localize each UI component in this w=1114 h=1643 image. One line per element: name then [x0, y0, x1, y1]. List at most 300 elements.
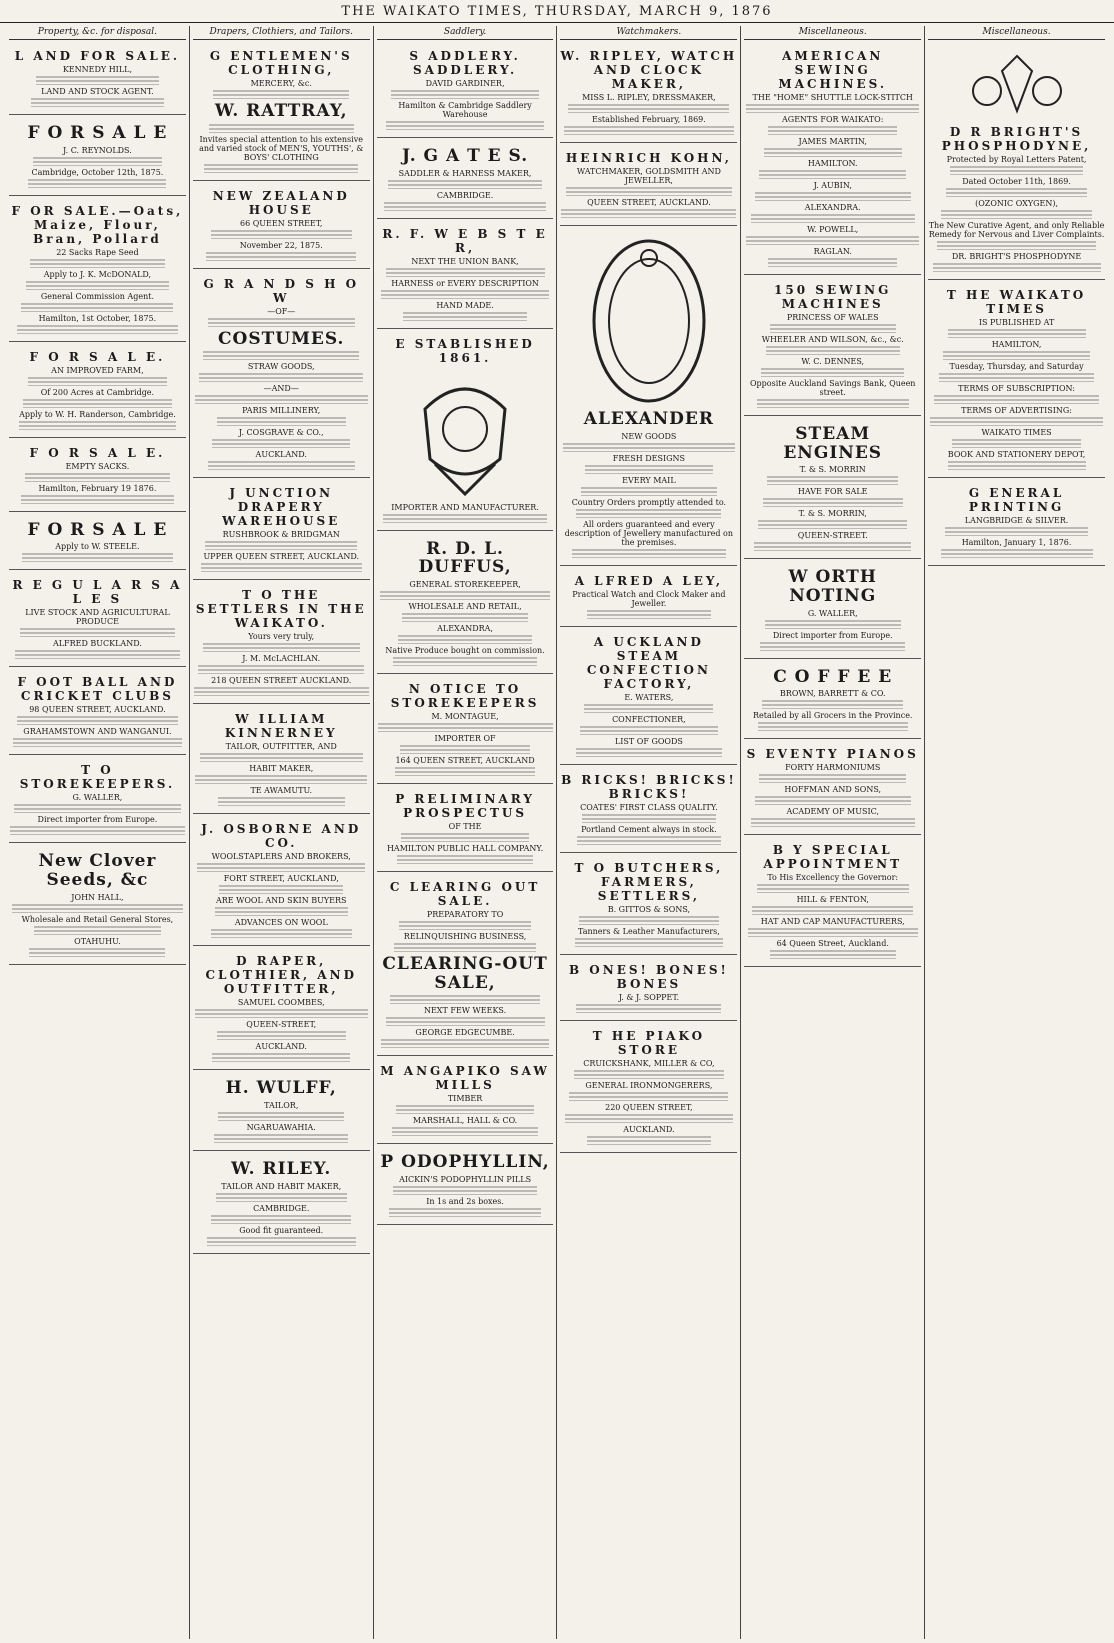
body-text-block — [36, 76, 160, 85]
body-text-block — [218, 797, 345, 806]
ad-line: JOHN HALL, — [71, 892, 124, 902]
ad-title: NEW ZEALAND HOUSE — [212, 188, 350, 217]
body-text-block — [948, 461, 1086, 470]
ad-title: S EVENTY PIANOS — [746, 747, 919, 762]
ad-line: GEORGE EDGECUMBE. — [415, 1028, 515, 1038]
body-text-block — [755, 796, 911, 805]
ad-line: IMPORTER AND MANUFACTURER. — [391, 502, 539, 512]
body-text-block — [761, 368, 904, 377]
body-text-block — [394, 943, 535, 952]
ad-line: QUEEN-STREET. — [797, 531, 868, 541]
advertisement — [560, 1024, 737, 1153]
ad-line: E. WATERS, — [624, 692, 674, 702]
column-2 — [190, 26, 374, 1639]
ad-line: CAMBRIDGE. — [253, 1203, 310, 1213]
body-text-block — [211, 1215, 351, 1224]
body-text-block — [25, 473, 170, 482]
body-text-block — [762, 700, 903, 709]
body-text-block — [395, 767, 535, 776]
body-text-block — [576, 509, 721, 518]
ad-title: 150 SEWING MACHINES — [774, 283, 892, 311]
ad-line: Apply to J. K. McDONALD, — [43, 269, 152, 279]
body-text-block — [29, 948, 165, 957]
ad-line: Practical Watch and Clock Maker and Jeweller. — [572, 589, 726, 608]
advertisement — [193, 1073, 370, 1151]
ad-title: AMERICAN SEWING MACHINES. — [778, 49, 888, 91]
ad-line: ALFRED BUCKLAND. — [52, 639, 142, 649]
body-text-block — [198, 665, 364, 674]
body-text-block — [194, 687, 369, 696]
advertisement — [377, 1147, 554, 1225]
ad-line: G. WALLER, — [72, 793, 123, 803]
ad-title: F O R S A L E — [27, 123, 168, 143]
body-text-block — [26, 281, 169, 290]
body-text-block — [204, 164, 358, 173]
ad-title: W ILLIAM KINNERNEY — [224, 712, 338, 741]
body-text-block — [200, 753, 363, 762]
column-4 — [557, 26, 741, 1639]
ad-line: Country Orders promptly attended to. — [571, 497, 727, 507]
ad-title: B ONES! BONES! BONES — [568, 962, 729, 991]
ad-title: R. D. L. DUFFUS, — [418, 538, 512, 578]
ad-title: T O STOREKEEPERS. — [19, 763, 176, 792]
ad-line: W. RATTRAY, — [214, 101, 348, 121]
ad-line: General Commission Agent. — [40, 291, 155, 301]
body-text-block — [569, 1092, 728, 1101]
ad-title: T O THE SETTLERS IN THE WAIKATO. — [195, 588, 367, 631]
ad-line: B. GITTOS & SONS, — [607, 904, 691, 914]
body-text-block — [566, 187, 732, 196]
body-text-block — [400, 745, 531, 754]
ad-line: GRAHAMSTOWN AND WANGANUI. — [23, 727, 172, 737]
watch-illustration — [584, 236, 714, 406]
body-text-block — [21, 495, 175, 504]
ad-title: W. RIPLEY, WATCH AND CLOCK MAKER, — [560, 49, 738, 91]
advertisement — [928, 283, 1105, 478]
ad-line: HAMILTON PUBLIC HALL COMPANY. — [386, 844, 544, 854]
body-text-block — [386, 1017, 545, 1026]
body-text-block — [767, 476, 898, 485]
column-header: Drapers, Clothiers, and Tailors. — [193, 26, 370, 40]
body-text-block — [399, 921, 532, 930]
ad-line: THE "HOME" SHUTTLE LOCK-STITCH — [752, 93, 913, 102]
ad-line: AUCKLAND. — [623, 1124, 675, 1134]
advertisement — [193, 481, 370, 580]
ad-line: Portland Cement always in stock. — [581, 824, 717, 834]
body-text-block — [757, 884, 909, 893]
ad-line: Hamilton, February 19 1876. — [38, 483, 157, 493]
body-text-block — [208, 461, 355, 470]
ad-line: PARIS MILLINERY, — [242, 406, 321, 416]
body-text-block — [211, 929, 352, 938]
advertisement — [193, 1154, 370, 1254]
advertisement — [560, 768, 737, 853]
ad-line: HAVE FOR SALE — [797, 487, 868, 497]
body-text-block — [33, 157, 162, 166]
ad-line: In 1s and 2s boxes. — [426, 1197, 504, 1207]
ad-line: 220 QUEEN STREET, — [605, 1102, 693, 1112]
ad-line: CLEARING-OUT SALE, — [382, 954, 548, 993]
body-text-block — [754, 542, 911, 551]
body-text-block — [195, 1009, 368, 1018]
ad-title: T O BUTCHERS, FARMERS, SETTLERS, — [574, 860, 724, 903]
body-text-block — [584, 704, 713, 713]
ad-line: TAILOR, OUTFITTER, AND — [225, 742, 337, 752]
body-text-block — [945, 527, 1088, 536]
ad-line: 64 Queen Street, Auckland. — [776, 939, 889, 949]
advertisement — [9, 573, 186, 667]
ad-title: H. WULFF, — [225, 1078, 337, 1099]
advertisement — [9, 515, 186, 571]
body-text-block — [759, 774, 906, 783]
body-text-block — [948, 329, 1086, 338]
body-text-block — [933, 263, 1101, 272]
ad-line: FORT STREET, AUCKLAND, — [223, 874, 339, 884]
ad-line: HARNESS or EVERY DESCRIPTION — [391, 278, 539, 288]
ad-line: M. MONTAGUE, — [431, 712, 499, 722]
body-text-block — [15, 650, 179, 659]
ad-line: HILL & FENTON, — [796, 895, 869, 905]
advertisement — [193, 583, 370, 704]
ad-title: P RELIMINARY PROSPECTUS — [395, 792, 535, 821]
ad-title: W. RILEY. — [231, 1159, 332, 1180]
ad-line: AICKIN'S PODOPHYLLIN PILLS — [399, 1175, 532, 1185]
ad-line: AN IMPROVED FARM, — [51, 365, 144, 375]
body-text-block — [946, 188, 1087, 197]
ad-title: M ANGAPIKO SAW MILLS — [380, 1064, 550, 1093]
body-text-block — [396, 1105, 534, 1114]
body-text-block — [587, 610, 711, 619]
ad-line: TAILOR, — [264, 1101, 299, 1111]
body-text-block — [950, 166, 1083, 175]
ad-line: HOFFMAN AND SONS, — [784, 785, 882, 795]
ad-line: ADVANCES ON WOOL — [234, 918, 328, 928]
body-text-block — [203, 643, 360, 652]
ad-line: HABIT MAKER, — [249, 764, 314, 774]
advertisement — [377, 332, 554, 531]
ad-line: DR. BRIGHT'S PHOSPHODYNE — [951, 252, 1082, 261]
body-text-block — [209, 124, 354, 133]
body-text-block — [195, 395, 368, 404]
body-text-block — [206, 252, 356, 261]
ad-line: KENNEDY HILL, — [62, 65, 133, 74]
advertisement — [377, 222, 554, 329]
ad-line: UPPER QUEEN STREET, AUCKLAND. — [203, 552, 360, 562]
ad-line: CRUICKSHANK, MILLER & CO, — [583, 1058, 715, 1068]
body-text-block — [10, 826, 185, 835]
body-text-block — [751, 818, 915, 827]
ad-line: RAGLAN. — [813, 247, 852, 256]
ad-line: LANGBRIDGE & SILVER. — [964, 516, 1069, 525]
ad-line: Wholesale and Retail General Stores, — [21, 914, 174, 924]
advertisement — [744, 419, 921, 559]
body-text-block — [768, 126, 897, 135]
body-text-block — [199, 373, 363, 382]
ad-line: QUEEN-STREET, — [246, 1020, 317, 1030]
advertisement — [744, 742, 921, 835]
body-text-block — [758, 520, 907, 529]
ad-line: MISS L. RIPLEY, DRESSMAKER, — [582, 93, 716, 102]
ad-line: WHOLESALE AND RETAIL, — [408, 602, 522, 612]
ad-line: IS PUBLISHED AT — [978, 318, 1055, 327]
ad-title: S ADDLERY. SADDLERY. — [409, 49, 521, 77]
body-text-block — [386, 268, 545, 277]
ad-line: Direct importer from Europe. — [37, 815, 158, 825]
ad-line: J. AUBIN, — [813, 181, 852, 190]
ad-line: Hamilton, January 1, 1876. — [961, 538, 1072, 547]
ad-title: F O R S A L E. — [29, 445, 166, 460]
ad-title: N OTICE TO STOREKEEPERS — [390, 682, 540, 711]
ad-title: G ENTLEMEN'S CLOTHING, — [209, 49, 353, 77]
body-text-block — [393, 1186, 536, 1195]
ad-line: 98 QUEEN STREET, AUCKLAND. — [29, 705, 166, 715]
advertisement — [9, 670, 186, 755]
ad-line: TE AWAMUTU. — [250, 786, 313, 796]
ad-line: HAND MADE. — [436, 300, 494, 310]
ad-line: MERCERY, &c. — [250, 79, 312, 88]
columns-container — [6, 26, 1108, 1639]
ad-title: STEAM ENGINES — [783, 424, 883, 463]
ad-line: J. C. REYNOLDS. — [63, 145, 132, 155]
body-text-block — [934, 395, 1098, 404]
body-text-block — [216, 1193, 347, 1202]
body-text-block — [937, 241, 1096, 250]
ad-title: HEINRICH KOHN, — [565, 151, 732, 165]
ad-title: A UCKLAND STEAM CONFECTION FACTORY, — [586, 634, 711, 691]
ad-title: B RICKS! BRICKS! BRICKS! — [561, 772, 737, 801]
advertisement — [560, 229, 737, 566]
ad-line: HAT AND CAP MANUFACTURERS, — [760, 917, 905, 927]
ad-line: Established February, 1869. — [591, 115, 706, 124]
advertisement — [560, 958, 737, 1021]
body-text-block — [386, 121, 543, 130]
ad-line: Protected by Royal Letters Patent, — [946, 155, 1087, 164]
ad-line: NGARUAWAHIA. — [246, 1123, 316, 1133]
ad-title: F OOT BALL AND CRICKET CLUBS — [17, 675, 178, 704]
body-text-block — [214, 1134, 348, 1143]
body-text-block — [572, 549, 726, 558]
ad-line: NEXT THE UNION BANK, — [411, 256, 519, 266]
column-1 — [6, 26, 190, 1639]
body-text-block — [930, 417, 1103, 426]
ad-line: HAMILTON. — [807, 159, 858, 168]
ad-line: To His Excellency the Governor: — [767, 873, 899, 883]
body-text-block — [211, 230, 352, 239]
body-text-block — [746, 236, 919, 245]
advertisement — [9, 441, 186, 512]
advertisement — [193, 44, 370, 181]
ad-line: TERMS OF SUBSCRIPTION: — [958, 384, 1075, 393]
body-text-block — [398, 635, 532, 644]
ad-line: WAIKATO TIMES — [981, 428, 1052, 437]
ad-line: Invites special attention to his extensive and varied stock of MEN'S, YOUTHS', & BOYS' CLOTHING — [199, 134, 364, 162]
advertisement — [744, 662, 921, 740]
royal-arms-illustration — [962, 51, 1072, 121]
advertisement — [928, 481, 1105, 566]
body-text-block — [758, 722, 908, 731]
advertisement — [377, 875, 554, 1056]
ad-line: G. WALLER, — [807, 608, 858, 618]
ad-line: T. & S. MORRIN, — [798, 509, 867, 519]
ad-line: Tanners & Leather Manufacturers, — [577, 926, 720, 936]
ad-title: J. OSBORNE AND CO. — [201, 822, 362, 851]
advertisement — [377, 677, 554, 784]
ad-line: ALEXANDRA. — [804, 203, 861, 212]
ad-line: ARE WOOL AND SKIN BUYERS — [215, 896, 347, 906]
ad-title: T HE PIAKO STORE — [592, 1028, 706, 1057]
body-text-block — [392, 1127, 539, 1136]
ad-title: J UNCTION DRAPERY WAREHOUSE — [222, 486, 341, 529]
ad-line: AUCKLAND. — [255, 450, 307, 460]
body-text-block — [19, 421, 176, 430]
advertisement — [9, 345, 186, 438]
ad-line: NEXT FEW WEEKS. — [423, 1006, 507, 1016]
advertisement — [377, 534, 554, 674]
body-text-block — [34, 926, 161, 935]
ad-line: SADDLER & HARNESS MAKER, — [398, 168, 532, 178]
ad-line: TERMS OF ADVERTISING: — [961, 406, 1072, 415]
body-text-block — [768, 258, 897, 267]
column-6 — [925, 26, 1108, 1639]
body-text-block — [388, 180, 542, 189]
ad-line: IMPORTER OF — [434, 734, 496, 744]
body-text-block — [565, 1114, 733, 1123]
body-text-block — [561, 209, 736, 218]
ad-line: RELINQUISHING BUSINESS, — [403, 932, 527, 942]
ad-title: D RAPER, CLOTHIER, AND OUTFITTER, — [205, 954, 357, 997]
body-text-block — [402, 613, 528, 622]
ad-line: AUCKLAND. — [255, 1042, 307, 1052]
body-text-block — [217, 417, 346, 426]
body-text-block — [23, 399, 172, 408]
body-text-block — [217, 1031, 346, 1040]
column-5 — [741, 26, 925, 1639]
body-text-block — [582, 814, 716, 823]
advertisement — [9, 846, 186, 964]
ad-line: MARSHALL, HALL & CO. — [412, 1116, 518, 1126]
body-text-block — [943, 351, 1090, 360]
column-header: Miscellaneous. — [928, 26, 1105, 40]
body-text-block — [568, 104, 729, 113]
body-text-block — [760, 642, 905, 651]
advertisement — [377, 141, 554, 219]
body-text-block — [401, 833, 528, 842]
ad-line: CAMBRIDGE. — [436, 190, 494, 200]
body-text-block — [218, 1112, 344, 1121]
ad-line: LAND AND STOCK AGENT. — [41, 87, 154, 96]
ad-line: WATCHMAKER, GOLDSMITH AND JEWELLER, — [576, 167, 721, 185]
ad-line: Dated October 11th, 1869. — [962, 177, 1071, 186]
ad-title: C LEARING OUT SALE. — [389, 880, 541, 909]
ad-title: F O R S A L E — [27, 519, 168, 540]
ad-title: J. G A T E S. — [402, 146, 529, 166]
body-text-block — [203, 351, 359, 360]
advertisement — [9, 199, 186, 342]
body-text-block — [952, 439, 1081, 448]
ad-line: All orders guaranteed and every description of Jewellery manufactured on the premises. — [564, 519, 734, 547]
ad-title: W ORTH NOTING — [788, 567, 877, 607]
ad-line: PRINCESS OF WALES — [786, 313, 879, 322]
ad-line: HAMILTON, — [991, 340, 1042, 349]
body-text-block — [752, 906, 913, 915]
ad-line: Opposite Auckland Savings Bank, Queen street. — [749, 379, 916, 397]
advertisement — [377, 787, 554, 872]
body-text-block — [30, 259, 164, 268]
ad-title: F O R S A L E. — [29, 349, 166, 364]
body-text-block — [770, 950, 896, 959]
ad-line: T. & S. MORRIN — [799, 465, 866, 475]
body-text-block — [577, 836, 720, 845]
body-text-block — [581, 487, 717, 496]
ad-line: EMPTY SACKS. — [65, 461, 130, 471]
body-text-block — [17, 716, 178, 725]
ad-line: EVERY MAIL — [622, 475, 676, 485]
ad-line: COSTUMES. — [218, 328, 345, 349]
body-text-block — [766, 346, 900, 355]
ad-line: The New Curative Agent, and only Reliable Remedy for Nervous and Liver Complaints. — [928, 221, 1105, 239]
ad-title: B Y SPECIAL APPOINTMENT — [763, 843, 903, 872]
body-text-block — [14, 804, 180, 813]
body-text-block — [393, 657, 536, 666]
body-text-block — [397, 855, 533, 864]
advertisement — [193, 817, 370, 946]
column-header: Watchmakers. — [560, 26, 737, 40]
body-text-block — [576, 1004, 721, 1013]
ad-line: Native Produce bought on commission. — [385, 646, 545, 656]
advertisement — [193, 707, 370, 814]
body-text-block — [763, 498, 903, 507]
ad-line: DAVID GARDINER, — [425, 79, 505, 88]
ad-line: Retailed by all Grocers in the Province. — [752, 711, 913, 721]
body-text-block — [384, 202, 547, 211]
ad-line: —OF— — [267, 306, 296, 316]
body-text-block — [764, 148, 902, 157]
ad-line: GENERAL IRONMONGERERS, — [585, 1080, 713, 1090]
ad-line: BROWN, BARRETT & CO. — [779, 689, 886, 699]
ad-line: WOOLSTAPLERS AND BROKERS, — [211, 852, 351, 862]
body-text-block — [389, 1208, 541, 1217]
body-text-block — [205, 541, 357, 550]
body-text-block — [575, 938, 724, 947]
body-text-block — [576, 748, 723, 757]
ad-line: W. POWELL, — [807, 225, 859, 234]
ad-line: ALEXANDRA, — [437, 624, 493, 634]
body-text-block — [195, 775, 367, 784]
body-text-block — [579, 916, 719, 925]
ad-line: November 22, 1875. — [239, 240, 323, 250]
body-text-block — [197, 863, 365, 872]
ad-line: 66 QUEEN STREET, — [240, 218, 323, 228]
ad-line: J. COSGRAVE & CO., — [238, 428, 324, 438]
advertisement — [377, 1059, 554, 1144]
advertisement — [560, 569, 737, 627]
body-text-block — [391, 90, 540, 99]
body-text-block — [22, 553, 172, 562]
ad-title: G R A N D S H O W — [203, 276, 360, 305]
ad-line: Hamilton, 1st October, 1875. — [38, 313, 157, 323]
ad-line: LIST OF GOODS — [614, 736, 683, 746]
body-text-block — [207, 1237, 356, 1246]
ad-line: CONFECTIONER, — [612, 714, 686, 724]
ad-title: G ENERAL PRINTING — [968, 486, 1065, 514]
ad-title: A LFRED A LEY, — [574, 573, 724, 588]
masthead: THE WAIKATO TIMES, THURSDAY, MARCH 9, 1876 — [0, 0, 1114, 23]
body-text-block — [31, 98, 164, 107]
ad-title: F OR SALE.—Oats, Maize, Flour, Bran, Pollard — [11, 203, 184, 246]
body-text-block — [403, 312, 527, 321]
ad-line: LIVE STOCK AND AGRICULTURAL PRODUCE — [25, 608, 170, 627]
ad-line: 22 Sacks Rape Seed — [56, 247, 139, 257]
